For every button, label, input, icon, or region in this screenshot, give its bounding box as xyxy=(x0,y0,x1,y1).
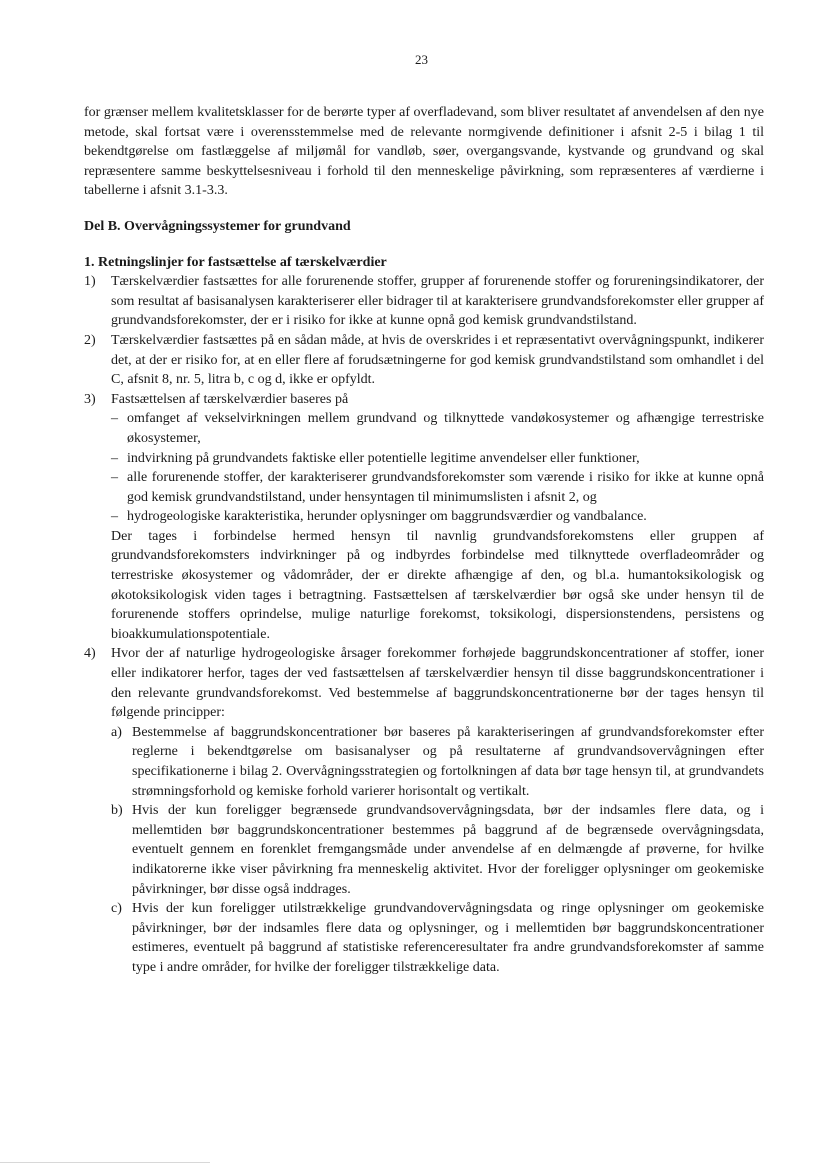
item-number: 3) xyxy=(84,391,96,407)
item-text: Hvor der af naturlige hydrogeologiske årsager forekommer forhøjede baggrundskoncentrationer af stoffer, ioner eller indikatorer herfor, tages der ved fastsættelsen af tærskelværdier hensyn til disse baggrundskoncentrationer i den relevante grundvandsforekomst. Ved bestemmelse af baggrundskoncentrationerne bør der tages hensyn til følgende principper: xyxy=(111,646,764,721)
item-text: Fastsættelsen af tærskelværdier baseres på xyxy=(111,391,349,407)
numbered-item-3 xyxy=(84,390,764,645)
dash-list-item: – hydrogeologiske karakteristika, herunder oplysninger om baggrundsværdier og vandbalance. xyxy=(111,507,764,527)
page-number: 23 xyxy=(415,52,428,67)
lettered-item-text: Bestemmelse af baggrundskoncentrationer bør baseres på karakteriseringen af grundvandsforekomster efter reglerne i bekendtgørelse om basisanalyser og på resultaterne af grundvandsovervågningen efter specifikationerne i bilag 2. Overvågningsstrategien og fortolkningen af data bør tage hensyn til, at grundvandets strømningsforhold og kemiske forhold varierer horisontalt og vertikalt. xyxy=(132,724,764,799)
intro-paragraph: for grænser mellem kvalitetsklasser for de berørte typer af overfladevand, som bliver resultatet af anvendelsen af den nye metode, skal fortsat være i overensstemmelse med de relevante normgivende definitioner i afsnit 2-5 i bilag 1 til bekendtgørelse om fastlæggelse af miljømål for vandløb, søer, overgangsvande, kystvande og grundvand og skal repræsentere samme beskyttelsesniveau i forhold til den menneskelige påvirkning, som repræsenteres af værdierne i tabellerne i afsnit 3.1-3.3. xyxy=(84,105,764,199)
numbered-item-4 xyxy=(84,644,764,977)
item-number: 2) xyxy=(84,332,96,348)
dash-bullet: – xyxy=(111,411,118,427)
item-text: Tærskelværdier fastsættes på en sådan måde, at hvis de overskrides i et repræsentativt overvågningspunkt, indikerer det, at der er risiko for, at en eller flere af forudsætningerne for god kemisk grundvandstilstand som omhandlet i del C, afsnit 8, nr. 5, litra b, c og d, ikke er opfyldt. xyxy=(111,332,764,388)
lettered-item-c xyxy=(111,899,764,977)
lettered-item-a xyxy=(111,723,764,801)
item-letter: b) xyxy=(111,803,123,819)
scan-edge-divider xyxy=(0,1162,210,1163)
subsection-title: 1. Retningslinjer for fastsættelse af tærskelværdier xyxy=(84,254,387,270)
dash-list-item: – indvirkning på grundvandets faktiske eller potentielle legitime anvendelser eller funktioner, xyxy=(111,449,764,469)
lettered-item-b xyxy=(111,801,764,899)
item-letter: a) xyxy=(111,724,122,740)
dash-list-item: – omfanget af vekselvirkningen mellem grundvand og tilknyttede vandøkosystemer og afhængige terrestriske økosystemer, xyxy=(111,411,764,446)
item-letter: c) xyxy=(111,901,122,917)
item-text: Tærskelværdier fastsættes for alle forurenende stoffer, grupper af forurenende stoffer og forureningsindikatorer, der som resultat af basisanalysen karakteriserer eller bidrager til at karakterisere grundvandsforekomster eller grupper af grundvandsforekomster, der er i risiko for ikke at kunne opnå god kemisk grundvandstilstand. xyxy=(111,274,764,329)
page-content xyxy=(84,103,764,978)
lettered-item-text: Hvis der kun foreligger begrænsede grundvandsovervågningsdata, bør der indsamles flere data, og i mellemtiden bør baggrundskoncentrationer bestemmes på baggrund af de begrænsede overvågningsdata, eventuelt gennem en forenklet fremgangsmåde under anvendelse af en delmængde af prøverne, for hvilke indikatorerne ikke viser påvirkning fra menneskelig aktivitet. Hvor der foreligger oplysninger om geokemiske påvirkninger, bør disse også inddrages. xyxy=(132,803,764,897)
section-title: Del B. Overvågningssystemer for grundvand xyxy=(84,218,351,234)
item-number: 1) xyxy=(84,274,96,290)
numbered-item-1 xyxy=(84,272,764,331)
dash-bullet: – xyxy=(111,450,118,466)
numbered-item-2 xyxy=(84,331,764,390)
lettered-item-text: Hvis der kun foreligger utilstrækkelige grundvandovervågningsdata og ringe oplysninger om geokemiske påvirkninger, bør der indsamles flere data og oplysninger, og i mellemtiden bør baggrundskoncentrationer estimeres, eventuelt på baggrund af statistiske referenceresultater fra andre grundvandsforekomster af samme type i andre områder, for hvilke der foreligger tilstrækkelige data. xyxy=(132,901,764,975)
dash-bullet: – xyxy=(111,509,118,525)
dash-list xyxy=(111,409,764,527)
item-continuation-text: Der tages i forbindelse hermed hensyn til navnlig grundvandsforekomstens eller gruppen af grundvandsforekomsters indvirkninger på og indbyrdes forbindelse med tilknyttede overfladeområder og terrestriske økosystemer og vådområder, der er direkte afhængige af den, og bl.a. humantoksikologisk og økotoksikologisk viden tages i betragtning. Fastsættelsen af tærskelværdier bør også ske under hensyn til de forurenende stoffers oprindelse, mulige naturlige forekomst, toksikologi, dispersionstendens, persistens og bioakkumulationspotentiale. xyxy=(111,528,764,642)
item-number: 4) xyxy=(84,646,96,662)
dash-bullet: – xyxy=(111,470,118,486)
dash-list-item: – alle forurenende stoffer, der karakteriserer grundvandsforekomster som værende i risiko for ikke at kunne opnå god kemisk grundvandstilstand, under hensyntagen til minimumslisten i afsnit 2, og xyxy=(111,470,764,505)
